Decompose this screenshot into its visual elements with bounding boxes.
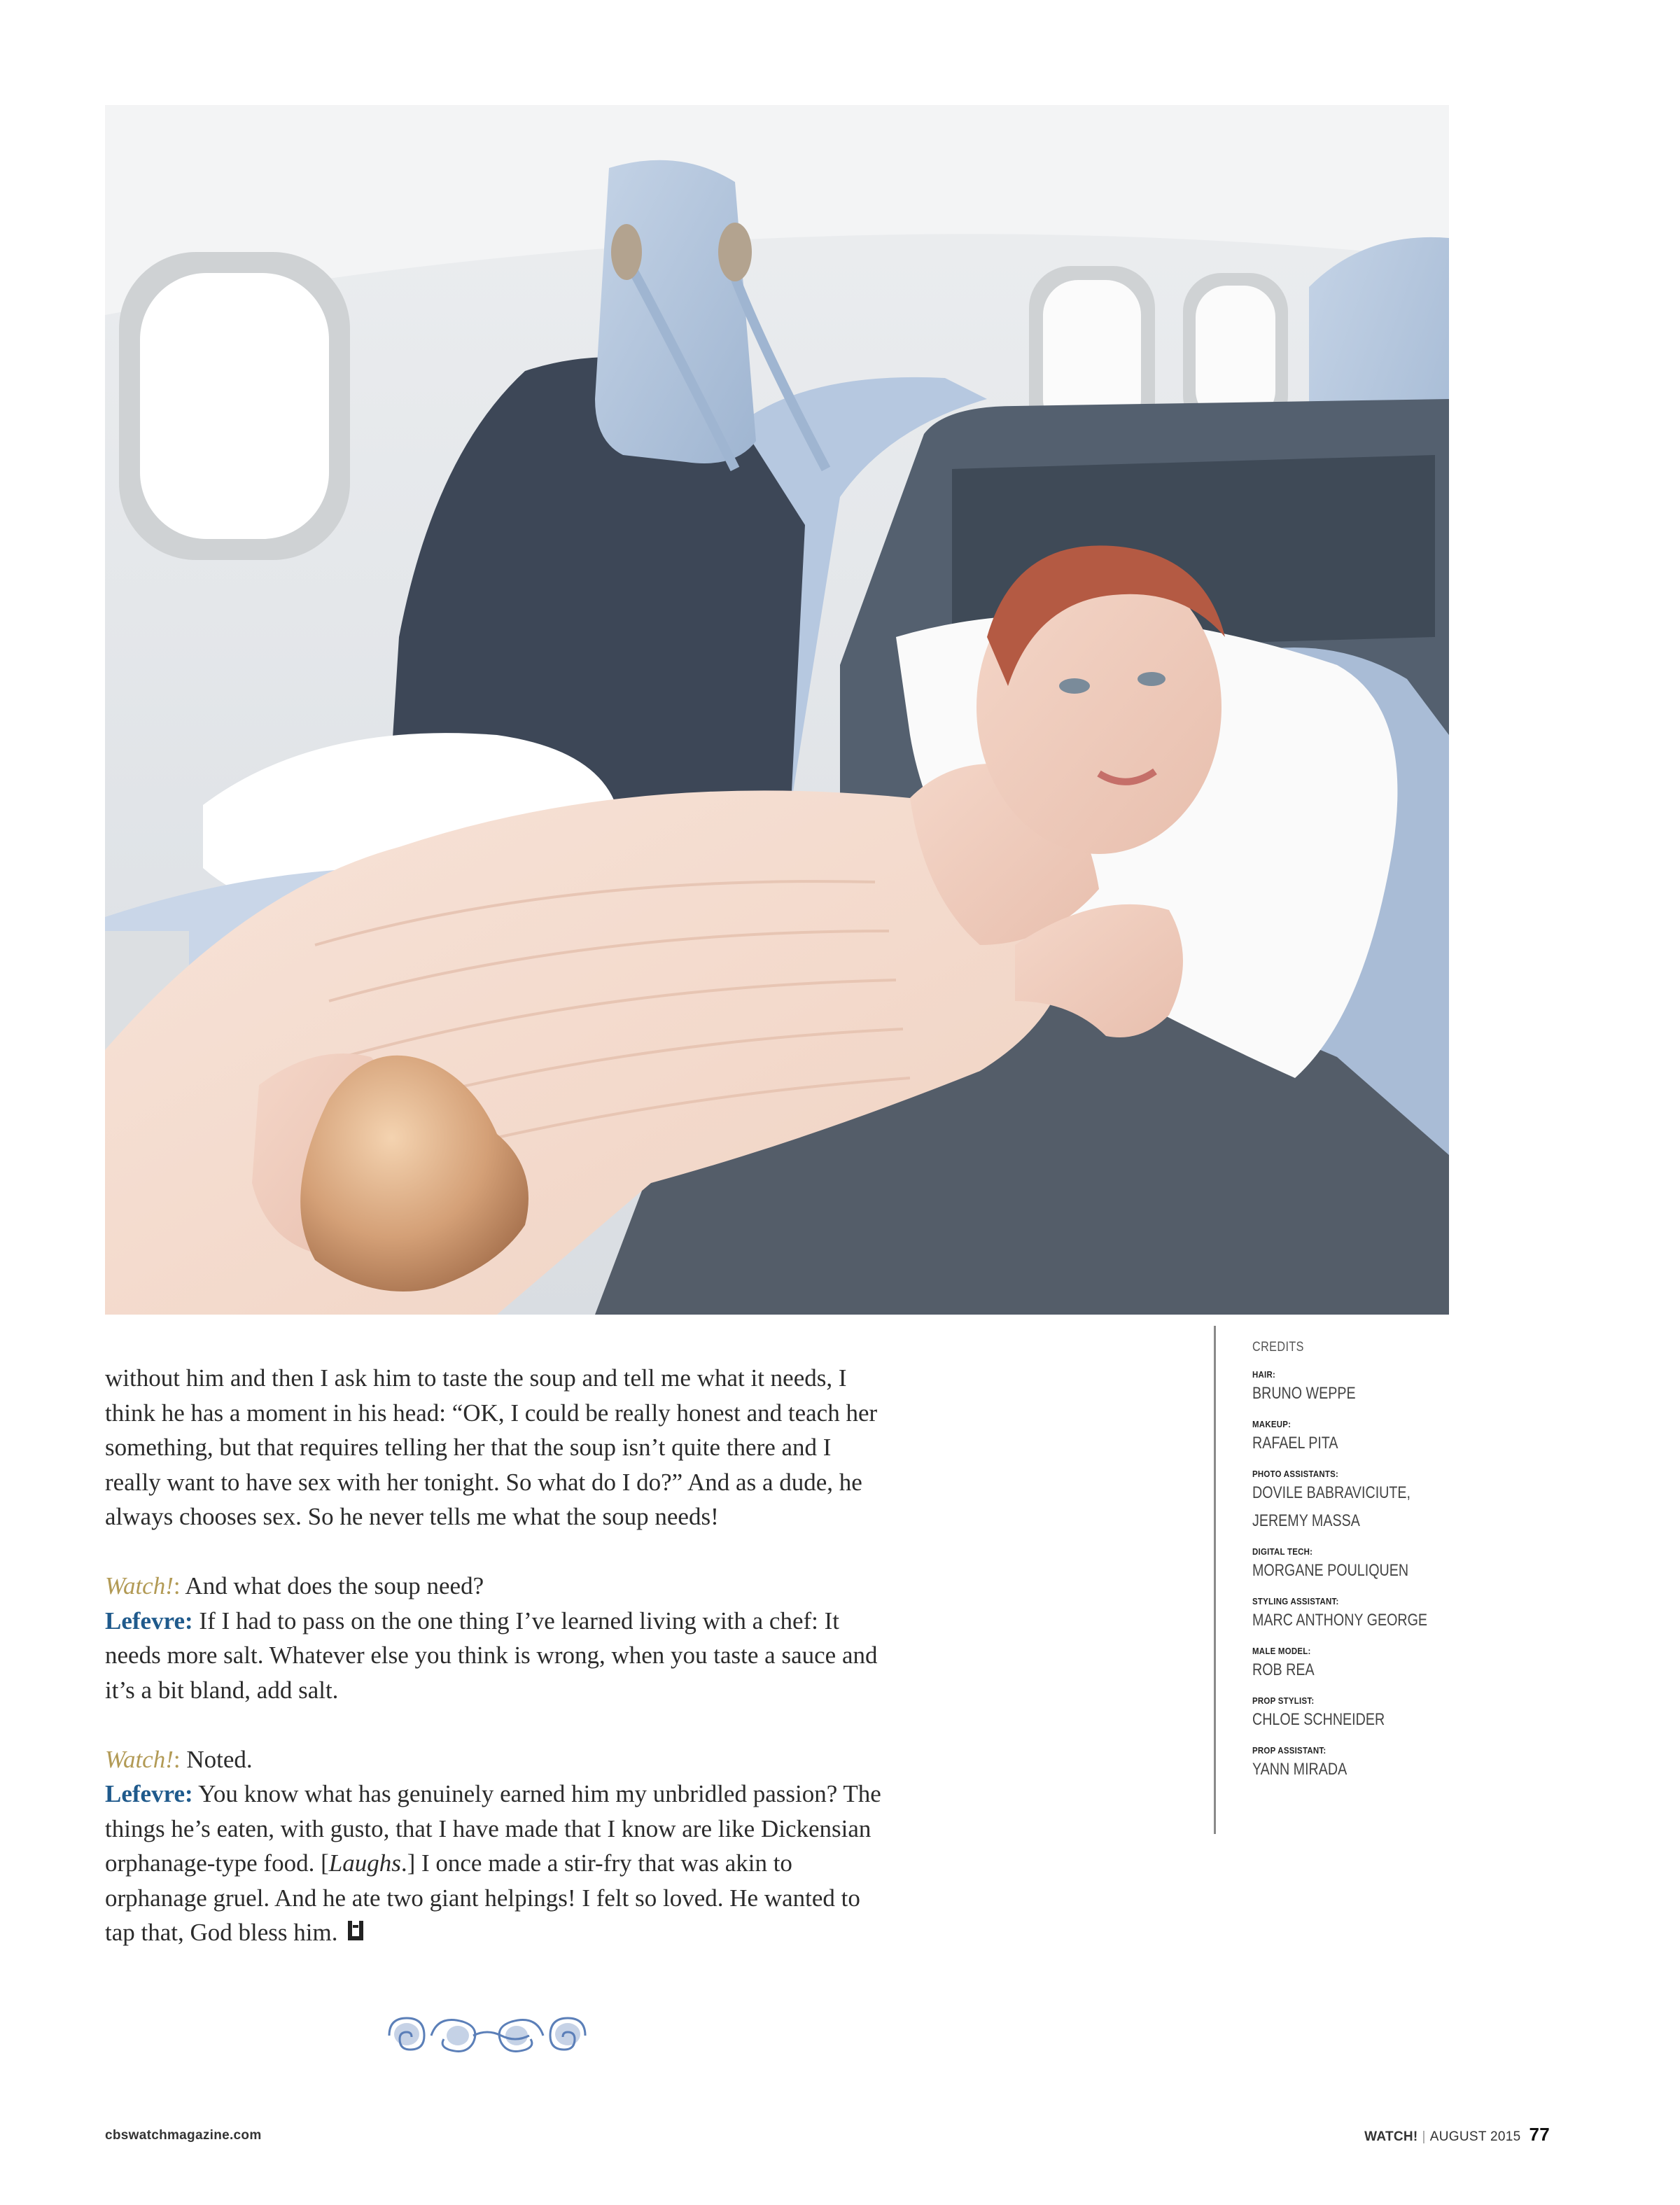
credits-sidebar [1214,1326,1462,1834]
answer-text: .] I once made a stir-fry that was akin to orphanage gruel. And he ate two giant helpings! I felt so loved. He wanted to tap that, God bless him. [105,1849,860,1946]
credit-name: ROB REA [1252,1660,1315,1679]
credit-name: MORGANE POULIQUEN [1252,1561,1409,1580]
credit-name: BRUNO WEPPE [1252,1384,1356,1403]
qa-answer [105,1777,882,1953]
end-mark-icon [347,1918,364,1953]
interviewer-label: Watch! [105,1572,174,1600]
page-number: 77 [1529,2124,1550,2145]
credit-name: RAFAEL PITA [1252,1434,1338,1452]
credit-role: HAIR: [1252,1369,1276,1380]
footer-website: cbswatchmagazine.com [105,2128,262,2143]
credit-name: MARC ANTHONY GEORGE [1252,1611,1428,1630]
answer-italic: Laughs [328,1849,401,1877]
qa-question [105,1569,882,1604]
interviewer-label: Watch! [105,1745,174,1773]
credit-name: JEREMY MASSA [1252,1511,1360,1530]
article-body [105,1361,882,1953]
airplane-cabin-photo [105,105,1449,1315]
footer-separator: | [1422,2129,1426,2144]
footer-magazine: WATCH! [1364,2129,1418,2144]
credit-entry [1252,1419,1462,1457]
footer-folio [1364,2124,1550,2146]
window [119,252,350,560]
credit-entry [1252,1369,1462,1408]
credit-entry [1252,1646,1462,1684]
cover-photo [105,105,1449,1315]
credit-role: PROP STYLIST: [1252,1695,1315,1706]
answer-text: If I had to pass on the one thing I’ve learned living with a chef: It needs more salt. Whatever else you think is wrong, when you taste a sauce and it’s a bit bland, add salt. [105,1606,878,1704]
credit-entry [1252,1546,1462,1585]
credit-entry [1252,1469,1462,1535]
credit-name: DOVILE BABRAVICIUTE, [1252,1483,1411,1502]
speaker-label: Lefevre: [105,1606,193,1634]
qa-question [105,1742,882,1777]
footer-issue: AUGUST 2015 [1429,2129,1521,2144]
credit-role: STYLING ASSISTANT: [1252,1596,1339,1606]
credit-name: CHLOE SCHNEIDER [1252,1710,1385,1729]
credit-entry [1252,1695,1462,1734]
interviewer-colon: : [173,1572,181,1600]
credit-role: PROP ASSISTANT: [1252,1745,1326,1756]
speaker-label: Lefevre: [105,1780,193,1807]
question-text: And what does the soup need? [180,1572,484,1600]
paragraph: without him and then I ask him to taste the soup and tell me what it needs, I think he has a moment in his head: “OK, I could be really honest and teach her something, but that requires telling her that the soup isn’t quite there and I really want to have sex with her tonight. So what do I do?” And as a dude, he always chooses sex. So he never tells me what the soup needs! [105,1364,878,1530]
credit-role: MAKEUP: [1252,1419,1292,1429]
credit-role: MALE MODEL: [1252,1646,1311,1656]
credit-entry [1252,1596,1462,1634]
credit-role: PHOTO ASSISTANTS: [1252,1469,1339,1479]
credit-name: YANN MIRADA [1252,1760,1348,1779]
credit-entry [1252,1745,1462,1784]
credit-role: DIGITAL TECH: [1252,1546,1313,1557]
credits-heading: CREDITS [1252,1340,1304,1354]
decorative-ornament-icon [375,2008,599,2064]
interviewer-colon: : [173,1745,181,1773]
answer-text: You know what has genuinely earned him my unbridled passion? The things he’s eaten, with gusto, that I have made that I know are like Dickensian orphanage-type food. [ [105,1780,881,1877]
question-text: Noted. [180,1745,253,1773]
qa-answer [105,1604,882,1708]
